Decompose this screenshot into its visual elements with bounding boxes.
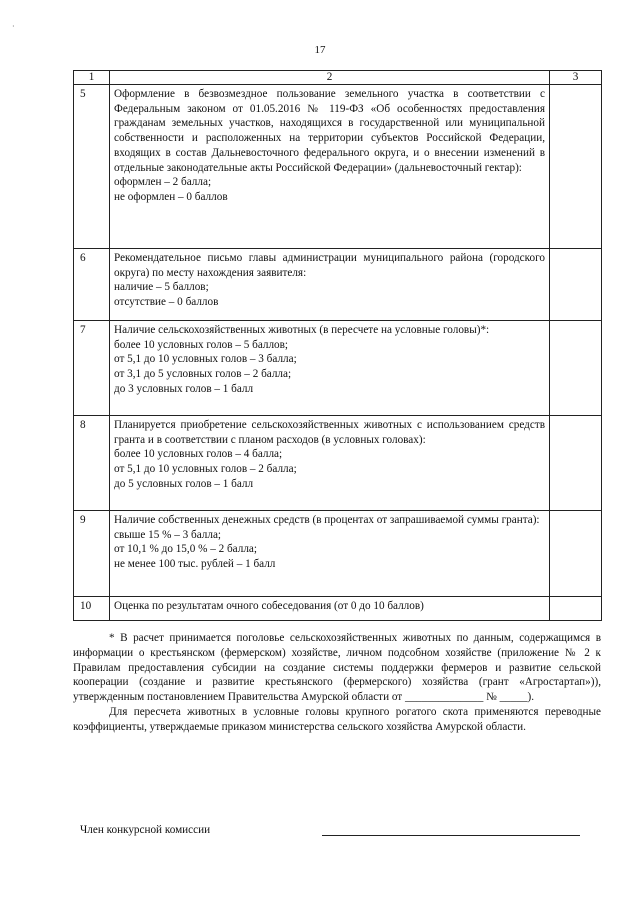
criterion-option: до 3 условных голов – 1 балл <box>114 382 254 395</box>
criterion-option: не менее 100 тыс. рублей – 1 балл <box>114 558 276 571</box>
row-number: 7 <box>74 321 110 416</box>
criterion-option: более 10 условных голов – 5 баллов; <box>114 338 289 351</box>
table-row <box>74 85 602 249</box>
row-number: 8 <box>74 416 110 511</box>
score-cell <box>550 321 602 416</box>
signature-label: Член конкурсной комиссии <box>80 824 211 836</box>
table-header-row <box>74 71 602 85</box>
criterion-cell <box>110 597 550 621</box>
table-row <box>74 321 602 416</box>
criterion-cell <box>110 321 550 416</box>
table-row <box>74 511 602 597</box>
score-cell <box>550 597 602 621</box>
table-row <box>74 597 602 621</box>
criterion-option: до 5 условных голов – 1 балл <box>114 477 254 490</box>
criterion-cell <box>110 416 550 511</box>
criterion-text: Оформление в безвозмездное пользование земельного участка в соответствии с Федеральным законом от 01.05.2016 № 119-ФЗ «Об особенностях предоставления гражданам земельных участков, находящихся в государственной или муниципальной собственности и расположенных на территории субъектов Российской Федерации, входящих в состав Дальневосточного федерального округа, и о внесении изменений в отдельные законодательные акты Российской Федерации» (дальневосточный гектар): <box>114 88 545 174</box>
criterion-text: Планируется приобретение сельскохозяйственных животных с использованием средств гранта и в соответствии с планом расходов (в условных головах): <box>114 419 545 446</box>
table-row <box>74 249 602 321</box>
criteria-table <box>73 70 602 621</box>
criterion-option: свыше 15 % – 3 балла; <box>114 528 222 541</box>
criterion-cell <box>110 511 550 597</box>
criterion-cell <box>110 85 550 249</box>
criterion-text: Наличие сельскохозяйственных животных (в пересчете на условные головы)*: <box>114 324 490 336</box>
criterion-cell <box>110 249 550 321</box>
header-col-1: 1 <box>74 71 110 85</box>
footnote-paragraph: * В расчет принимается поголовье сельскохозяйственных животных по данным, содержащимся в информации о крестьянском (фермерском) хозяйстве, личном подсобном хозяйстве (приложение № 2 к Правилам предоставления субсидии на создание системы поддержки фермеров и развитие сельской кооперации (создание и развитие крестьянского (фермерского) хозяйства (грант «Агростартап»)), утвержденным постановлением Правительства Амурской области от ______________ № _____). <box>73 632 601 704</box>
footnote <box>73 631 601 735</box>
page-number: 17 <box>314 44 326 56</box>
header-col-3: 3 <box>550 71 602 85</box>
score-cell <box>550 511 602 597</box>
row-number: 6 <box>74 249 110 321</box>
row-number: 5 <box>74 85 110 249</box>
criterion-option: более 10 условных голов – 4 балла; <box>114 448 283 461</box>
criterion-option: оформлен – 2 балла; <box>114 176 212 189</box>
criterion-option: от 10,1 % до 15,0 % – 2 балла; <box>114 543 257 556</box>
corner-mark: · <box>12 22 15 31</box>
criterion-text: Рекомендательное письмо главы администрации муниципального района (городского округа) по месту нахождения заявителя: <box>114 252 545 279</box>
criterion-option: не оформлен – 0 баллов <box>114 190 228 203</box>
row-number: 9 <box>74 511 110 597</box>
header-col-2: 2 <box>110 71 550 85</box>
score-cell <box>550 85 602 249</box>
criterion-option: от 5,1 до 10 условных голов – 3 балла; <box>114 353 297 366</box>
table-row <box>74 416 602 511</box>
score-cell <box>550 249 602 321</box>
row-number: 10 <box>74 597 110 621</box>
criterion-text: Оценка по результатам очного собеседования (от 0 до 10 баллов) <box>114 600 424 612</box>
criterion-option: наличие – 5 баллов; <box>114 281 209 294</box>
criterion-text: Наличие собственных денежных средств (в процентах от запрашиваемой суммы гранта): <box>114 514 540 526</box>
footnote-paragraph: Для пересчета животных в условные головы крупного рогатого скота применяются переводные коэффициенты, утверждаемые приказом министерства сельского хозяйства Амурской области. <box>73 705 601 733</box>
criterion-option: отсутствие – 0 баллов <box>114 296 219 309</box>
criterion-option: от 5,1 до 10 условных голов – 2 балла; <box>114 463 297 476</box>
criterion-option: от 3,1 до 5 условных голов – 2 балла; <box>114 368 292 381</box>
signature-line <box>322 835 580 836</box>
score-cell <box>550 416 602 511</box>
